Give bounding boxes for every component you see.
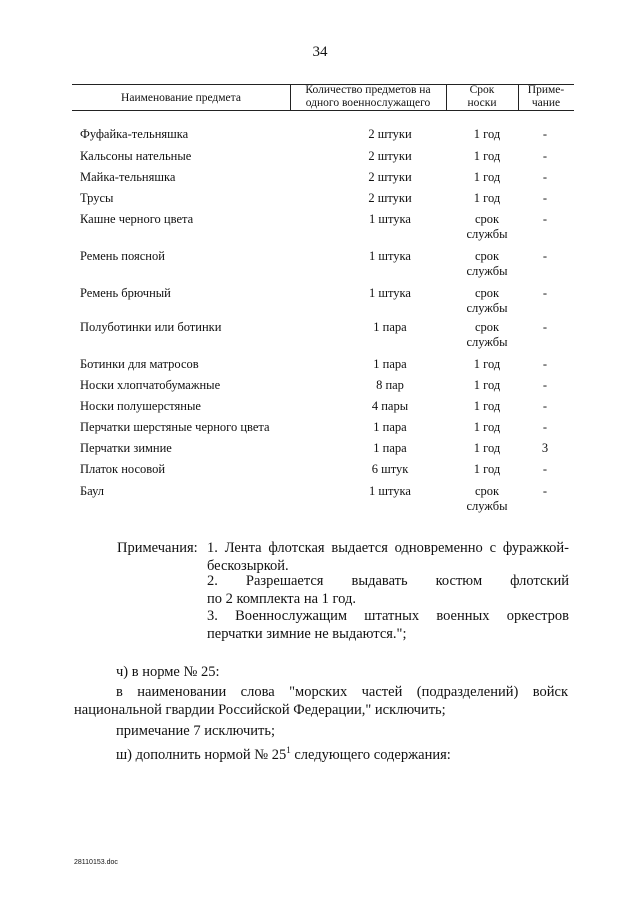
item-term <box>452 249 522 279</box>
item-name: Майка-тельняшка <box>80 170 176 184</box>
item-term-line-1: срок <box>474 212 500 226</box>
item-qty: 2 штуки <box>368 149 412 163</box>
item-qty: 1 штука <box>369 249 411 263</box>
header-term-line-2: носки <box>467 97 497 109</box>
item-term <box>452 399 522 414</box>
item-term-line-1: 1 год <box>473 357 501 371</box>
item-note: - <box>542 127 548 141</box>
item-name: Перчатки шерстяные черного цвета <box>80 420 270 434</box>
item-term-line-1: срок <box>474 484 500 498</box>
item-note: - <box>542 378 548 392</box>
item-term-line-2: службы <box>466 301 508 315</box>
item-qty: 2 штуки <box>368 127 412 141</box>
item-name: Фуфайка-тельняшка <box>80 127 189 141</box>
item-name: Носки полушерстяные <box>80 399 201 413</box>
item-name: Ботинки для матросов <box>80 357 199 371</box>
item-term-line-2: службы <box>466 335 508 349</box>
item-name: Платок носовой <box>80 462 166 476</box>
item-qty: 1 пара <box>373 357 407 371</box>
note-2-line-1: 2. Разрешается выдавать костюм флотский <box>207 573 569 589</box>
item-qty: 1 пара <box>373 420 407 434</box>
item-note: - <box>542 420 548 434</box>
body-line-norm-25: ч) в норме № 25: <box>116 664 220 680</box>
note-2-line-2: по 2 комплекта на 1 год. <box>207 591 356 607</box>
body-line-guard: национальной гвардии Российской Федерации," исключить; <box>74 702 446 718</box>
add-norm-text-tail: следующего содержания: <box>290 746 451 763</box>
item-note: - <box>542 484 548 498</box>
item-name: Полуботинки или ботинки <box>80 320 222 334</box>
document-filename: 28110153.doc <box>74 859 118 866</box>
item-term <box>452 191 522 206</box>
item-note: - <box>542 399 548 413</box>
header-name: Наименование предмета <box>121 92 241 104</box>
item-qty: 6 штук <box>371 462 409 476</box>
item-note: - <box>542 320 548 334</box>
item-term-line-1: 1 год <box>473 170 501 184</box>
item-term-line-1: 1 год <box>473 420 501 434</box>
item-term <box>452 420 522 435</box>
item-term-line-1: 1 год <box>473 462 501 476</box>
item-note: - <box>542 462 548 476</box>
item-note: - <box>542 286 548 300</box>
item-term <box>452 357 522 372</box>
item-term <box>452 286 522 316</box>
item-term-line-1: срок <box>474 286 500 300</box>
item-term-line-1: 1 год <box>473 127 501 141</box>
header-qty-line-2: одного военнослужащего <box>305 97 431 109</box>
item-name: Кальсоны нательные <box>80 149 192 163</box>
item-qty: 4 пары <box>371 399 409 413</box>
add-norm-text: ш) дополнить нормой № 25 <box>116 746 287 763</box>
item-term-line-1: срок <box>474 249 500 263</box>
item-term-line-2: службы <box>466 499 508 513</box>
header-note <box>518 84 574 110</box>
item-term <box>452 462 522 477</box>
item-qty: 1 штука <box>369 484 411 498</box>
item-term-line-1: 1 год <box>473 399 501 413</box>
item-term <box>452 484 522 514</box>
header-qty-line-1: Количество предметов на <box>305 84 431 96</box>
item-qty: 1 пара <box>373 441 407 455</box>
item-name: Носки хлопчатобумажные <box>80 378 221 392</box>
item-term-line-1: 1 год <box>473 191 501 205</box>
item-term <box>452 212 522 242</box>
item-note: - <box>542 191 548 205</box>
note-1-line-1: 1. Лента флотская выдается одновременно с фуражкой- <box>207 540 569 556</box>
note-1-line-2: бескозыркой. <box>207 558 289 574</box>
item-name: Перчатки зимние <box>80 441 172 455</box>
notes-label: Примечания: <box>117 540 198 556</box>
item-term-line-1: срок <box>474 320 500 334</box>
item-term-line-1: 1 год <box>473 441 501 455</box>
item-note: - <box>542 212 548 226</box>
body-line-add-norm <box>116 741 451 764</box>
item-term <box>452 127 522 142</box>
item-note: - <box>542 357 548 371</box>
item-qty: 1 штука <box>369 212 411 226</box>
item-term-line-2: службы <box>466 227 508 241</box>
item-note: - <box>542 170 548 184</box>
table-header-rule <box>72 110 574 111</box>
item-name: Ремень брючный <box>80 286 171 300</box>
item-term-line-2: службы <box>466 264 508 278</box>
item-qty: 2 штуки <box>368 191 412 205</box>
item-name: Кашне черного цвета <box>80 212 194 226</box>
item-term-line-1: 1 год <box>473 378 501 392</box>
item-name: Ремень поясной <box>80 249 165 263</box>
note-3-line-1: 3. Военнослужащим штатных военных оркестров <box>207 608 569 624</box>
norm-superscript: 1 <box>286 745 291 755</box>
note-3-line-2: перчатки зимние не выдаются."; <box>207 626 407 642</box>
body-line-note-7: примечание 7 исключить; <box>116 723 275 739</box>
item-name: Баул <box>80 484 105 498</box>
item-note: - <box>542 149 548 163</box>
page-number: 34 <box>312 44 328 60</box>
item-term <box>452 441 522 456</box>
item-term-line-1: 1 год <box>473 149 501 163</box>
header-term-line-1: Срок <box>469 84 495 96</box>
item-note: 3 <box>541 441 549 455</box>
item-qty: 1 штука <box>369 286 411 300</box>
header-note-line-1: Приме- <box>527 84 565 96</box>
item-qty: 8 пар <box>376 378 404 392</box>
header-note-line-2: чание <box>531 97 561 109</box>
item-term <box>452 320 522 350</box>
item-qty: 1 пара <box>373 320 407 334</box>
item-term <box>452 170 522 185</box>
item-qty: 2 штуки <box>368 170 412 184</box>
item-term <box>452 378 522 393</box>
item-name: Трусы <box>80 191 114 205</box>
item-note: - <box>542 249 548 263</box>
item-term <box>452 149 522 164</box>
header-qty <box>290 84 446 110</box>
body-line-names: в наименовании слова "морских частей (подразделений) войск <box>116 684 568 700</box>
header-term <box>446 84 518 110</box>
